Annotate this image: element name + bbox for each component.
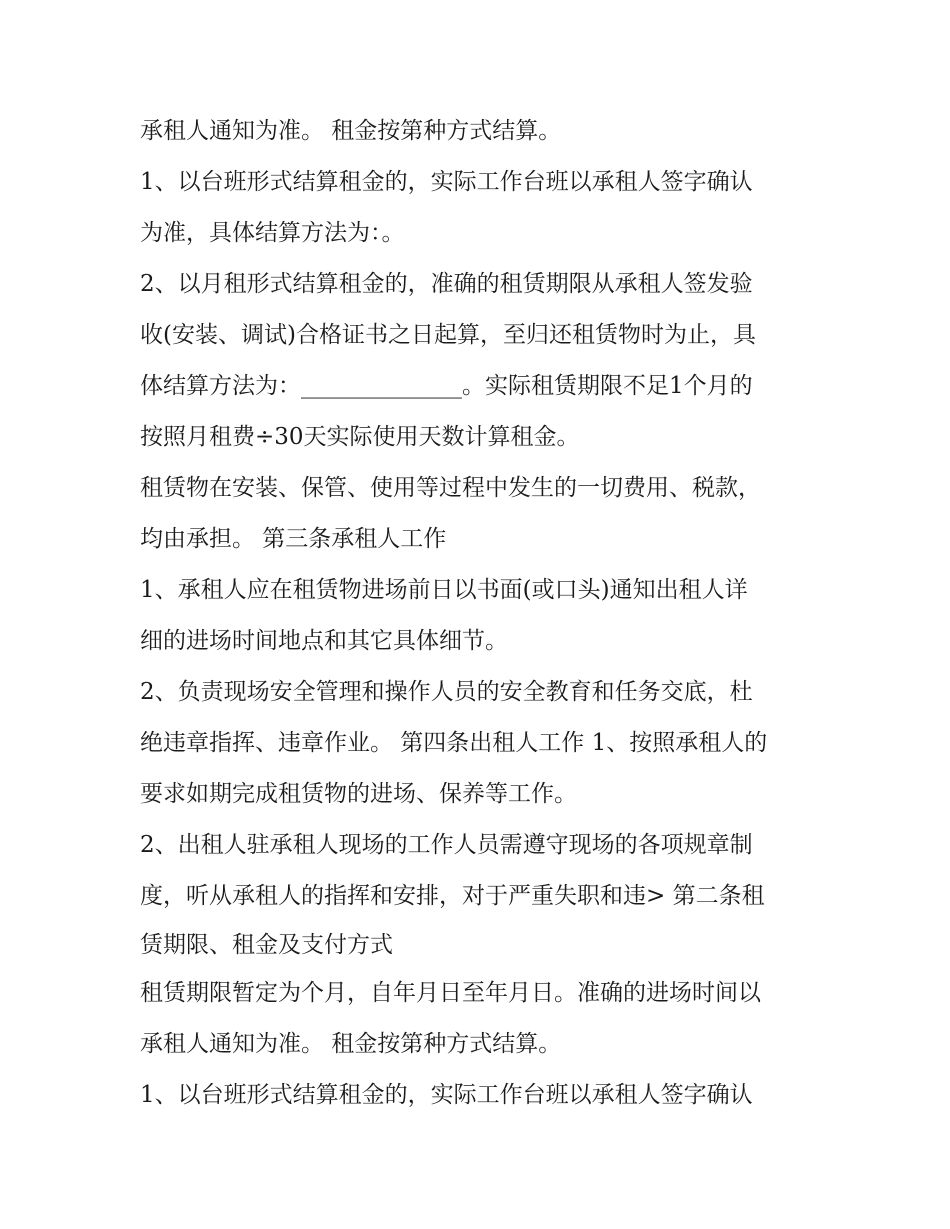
text-line: 1、承租人应在租赁物进场前日以书面(或口头)通知出租人详 [140, 577, 748, 603]
text-line: 租赁期限暂定为个月，自年月日至年月日。准确的进场时间以 [140, 980, 761, 1006]
text-line: 承租人通知为准。 租金按第种方式结算。 [140, 1031, 562, 1057]
text-line: 按照月租费÷30天实际使用天数计算租金。 [140, 424, 580, 450]
text-line: 赁期限、租金及支付方式 [140, 932, 393, 958]
text-line: 1、以台班形式结算租金的，实际工作台班以承租人签字确认 [140, 169, 753, 195]
text-line: 2、出租人驻承租人现场的工作人员需遵守现场的各项规章制 [140, 832, 753, 858]
text-line: 度，听从承租人的指挥和安排，对于严重失职和违> 第二条租 [140, 883, 765, 909]
text-line: 细的进场时间地点和其它具体细节。 [140, 628, 508, 654]
text-line: 均由承担。 第三条承租人工作 [140, 526, 447, 552]
text-line: 1、以台班形式结算租金的，实际工作台班以承租人签字确认 [140, 1082, 753, 1108]
text-line: 绝违章指挥、违章作业。 第四条出租人工作 1、按照承租人的 [140, 730, 768, 756]
text-line: 2、负责现场安全管理和操作人员的安全教育和任务交底，杜 [140, 679, 753, 705]
text-line: 承租人通知为准。 租金按第种方式结算。 [140, 118, 562, 144]
text-line: 租赁物在安装、保管、使用等过程中发生的一切费用、税款， [140, 475, 761, 501]
text-line: 要求如期完成租赁物的进场、保养等工作。 [140, 781, 577, 807]
text-line: 收(安装、调试)合格证书之日起算，至归还租赁物时为止，具 [140, 322, 756, 348]
document-body [140, 106, 820, 1121]
text-line: 体结算方法为：______________。实际租赁期限不足1个月的 [140, 373, 753, 399]
text-line: 2、以月租形式结算租金的，准确的租赁期限从承租人签发验 [140, 271, 753, 297]
text-line: 为准，具体结算方法为：。 [140, 220, 405, 246]
